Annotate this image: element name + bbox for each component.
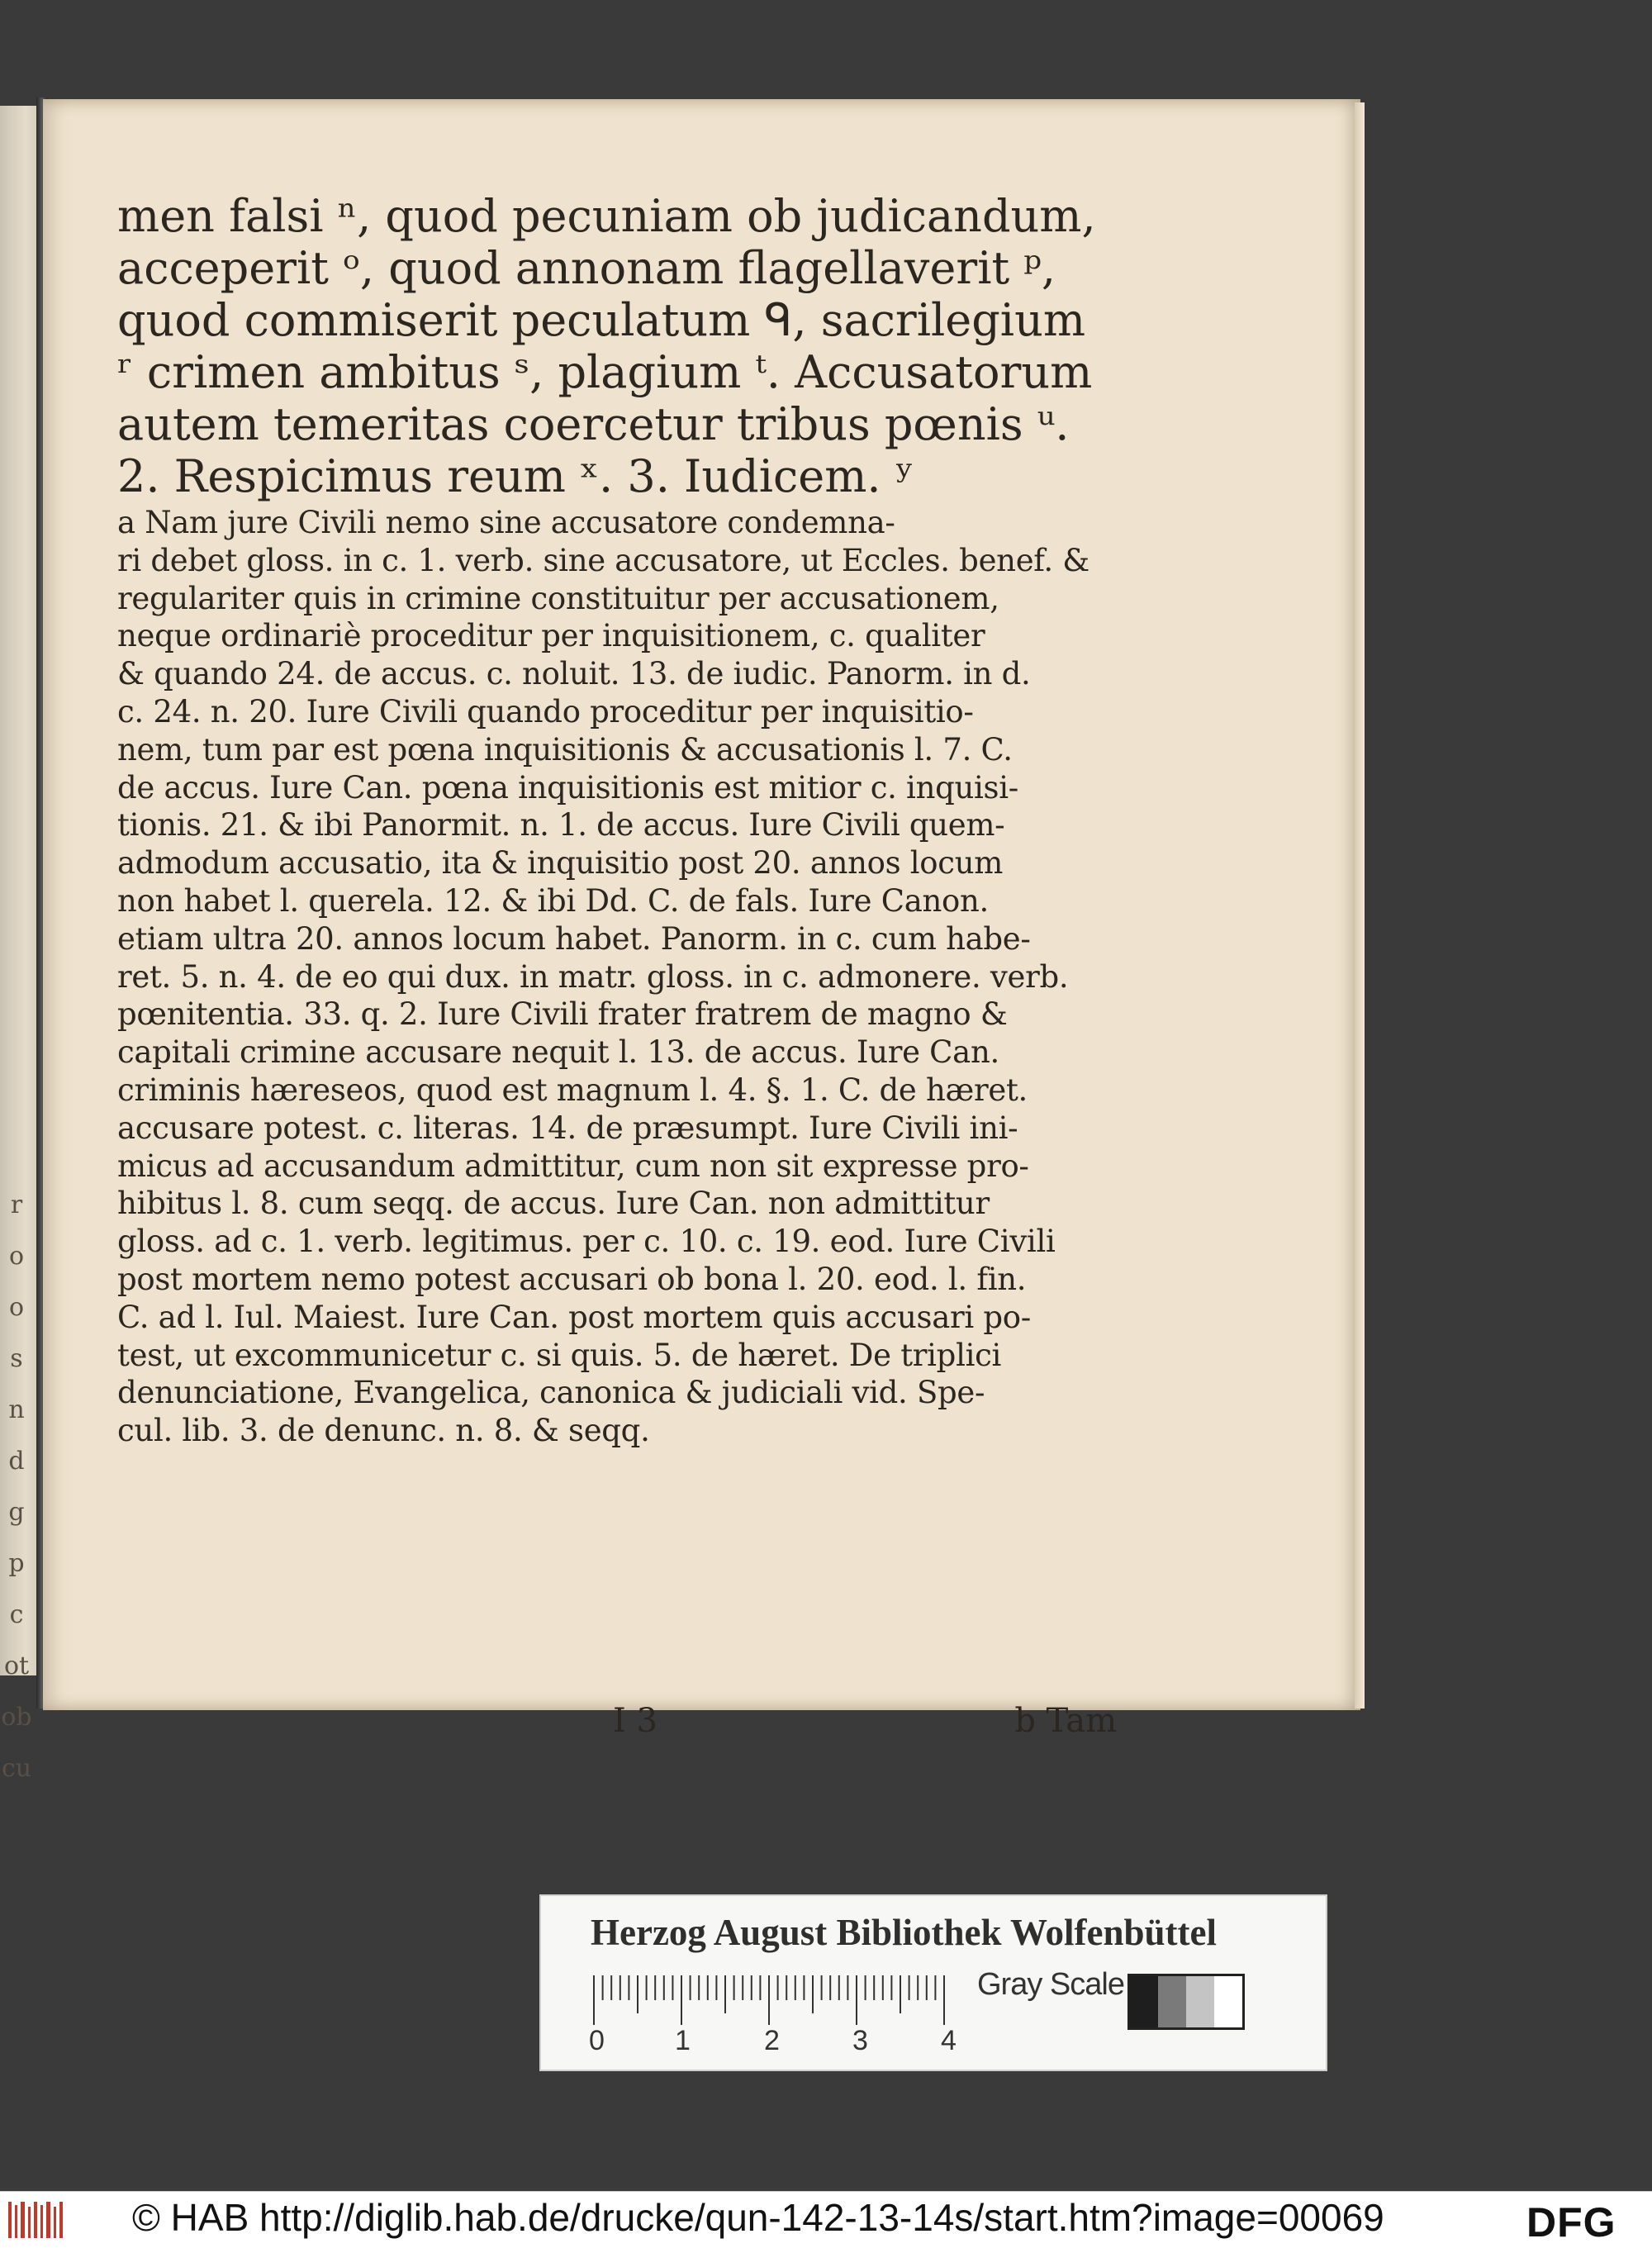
facing-page-margin-text xyxy=(0,1180,33,1794)
footnote-line: de accus. Iure Can. pœna inquisitionis est mitior c. inquisi- xyxy=(117,769,1018,806)
footnote-line: denunciatione, Evangelica, canonica & judiciali vid. Spe- xyxy=(117,1375,985,1411)
main-text-line: quod commiserit peculatum ᑫ, sacrilegium xyxy=(117,294,1086,346)
main-text-line: ʳ crimen ambitus ˢ, plagium ᵗ. Accusatorum xyxy=(117,346,1093,398)
footnote-line: neque ordinariè proceditur per inquisitionem, c. qualiter xyxy=(117,618,985,654)
footnote-line: test, ut excommunicetur c. si quis. 5. de hæret. De triplici xyxy=(117,1337,1002,1373)
footnote-line: admodum accusatio, ita & inquisitio post 20. annos locum xyxy=(117,845,1004,882)
catchline xyxy=(117,1702,1117,1743)
margin-letter: n xyxy=(8,1395,25,1424)
margin-letter: c xyxy=(9,1600,24,1629)
footnote-line: accusare potest. c. literas. 14. de præsumpt. Iure Civili ini- xyxy=(117,1110,1018,1146)
ruler-label: 4 xyxy=(941,2025,957,2056)
main-text-line: acceperit ᵒ, quod annonam flagellaverit ᵖ, xyxy=(117,242,1056,294)
margin-letter: o xyxy=(8,1293,25,1322)
ruler xyxy=(591,1972,946,2032)
gray-scale-swatch xyxy=(1127,1974,1245,2030)
main-text-line: 2. Respicimus reum ˣ. 3. Iudicem. ʸ xyxy=(117,450,914,502)
color-target-card xyxy=(539,1894,1327,2071)
footnote-line: nem, tum par est pœna inquisitionis & accusationis l. 7. C. xyxy=(117,731,1013,768)
book-page xyxy=(43,99,1360,1740)
footnote-line: tionis. 21. & ibi Panormit. n. 1. de accus. Iure Civili quem- xyxy=(117,807,1005,844)
main-text-block xyxy=(117,190,1117,502)
margin-letter: p xyxy=(8,1549,25,1578)
ruler-label: 3 xyxy=(852,2025,868,2056)
margin-letter: r xyxy=(10,1191,23,1219)
main-text-line: men falsi ⁿ, quod pecuniam ob judicandum, xyxy=(117,190,1096,242)
margin-letter: ob xyxy=(1,1703,32,1732)
dfg-logo: DFG xyxy=(1526,2199,1616,2246)
footnote-line: capitali crimine accusare nequit l. 13. de accus. Iure Can. xyxy=(117,1034,999,1071)
barcode-icon xyxy=(7,2200,68,2240)
footnote-line: gloss. ad c. 1. verb. legitimus. per c. 10. c. 19. eod. Iure Civili xyxy=(117,1224,1056,1260)
ruler-label: 0 xyxy=(589,2025,605,2056)
gray-patch xyxy=(1186,1976,1214,2027)
gray-patch xyxy=(1158,1976,1186,2027)
footnote-line: ri debet gloss. in c. 1. verb. sine accusatore, ut Eccles. benef. & xyxy=(117,542,1089,578)
footnote-line: criminis hæreseos, quod est magnum l. 4. §. 1. C. de hæret. xyxy=(117,1072,1028,1108)
footnote-line: C. ad l. Iul. Maiest. Iure Can. post mortem quis accusari po- xyxy=(117,1299,1031,1335)
main-text-line: autem temeritas coercetur tribus pœnis ᵘ. xyxy=(117,398,1070,450)
page-text xyxy=(117,190,1117,1740)
footnote-line: hibitus l. 8. cum seqq. de accus. Iure Can. non admittitur xyxy=(117,1186,990,1222)
margin-letter: o xyxy=(8,1242,25,1271)
library-name: Herzog August Bibliothek Wolfenbüttel xyxy=(591,1912,1217,1953)
footnote-line: micus ad accusandum admittitur, cum non sit expresse pro- xyxy=(117,1148,1029,1184)
footnote-line: etiam ultra 20. annos locum habet. Panorm. in c. cum habe- xyxy=(117,920,1031,957)
footnote-line: pœnitentia. 33. q. 2. Iure Civili frater fratrem de magno & xyxy=(117,996,1008,1033)
margin-letter: g xyxy=(8,1498,25,1527)
footnote-block xyxy=(117,504,1117,1450)
margin-letter: s xyxy=(10,1344,23,1373)
margin-letter: cu xyxy=(1,1754,32,1783)
page-edge xyxy=(1355,102,1365,1709)
ruler-label: 1 xyxy=(675,2025,691,2056)
footnote-line: ret. 5. n. 4. de eo qui dux. in matr. gloss. in c. admonere. verb. xyxy=(117,958,1069,995)
footnote-line: cul. lib. 3. de denunc. n. 8. & seqq. xyxy=(117,1413,650,1449)
margin-letter: ot xyxy=(3,1652,30,1680)
footnote-line: non habet l. querela. 12. & ibi Dd. C. de fals. Iure Canon. xyxy=(117,882,989,919)
gray-patch xyxy=(1130,1976,1158,2027)
ruler-label: 2 xyxy=(764,2025,780,2056)
signature-mark: I 3 xyxy=(613,1702,657,1740)
gray-scale-label: Gray Scale xyxy=(977,1967,1124,2002)
gray-patch xyxy=(1214,1976,1242,2027)
footnote-line: post mortem nemo potest accusari ob bona l. 20. eod. l. fin. xyxy=(117,1261,1027,1297)
footer-bar xyxy=(0,2191,1652,2248)
footnote-line: regulariter quis in crimine constituitur per accusationem, xyxy=(117,580,999,616)
footnote-line: a Nam jure Civili nemo sine accusatore condemna- xyxy=(117,505,895,540)
margin-letter: d xyxy=(8,1447,25,1476)
catchword: b Tam xyxy=(1014,1702,1117,1740)
copyright-url: © HAB http://diglib.hab.de/drucke/qun-142-13-14s/start.htm?image=00069 xyxy=(132,2196,1384,2239)
footnote-line: & quando 24. de accus. c. noluit. 13. de iudic. Panorm. in d. xyxy=(117,656,1031,692)
footnote-line: c. 24. n. 20. Iure Civili quando proceditur per inquisitio- xyxy=(117,693,974,730)
